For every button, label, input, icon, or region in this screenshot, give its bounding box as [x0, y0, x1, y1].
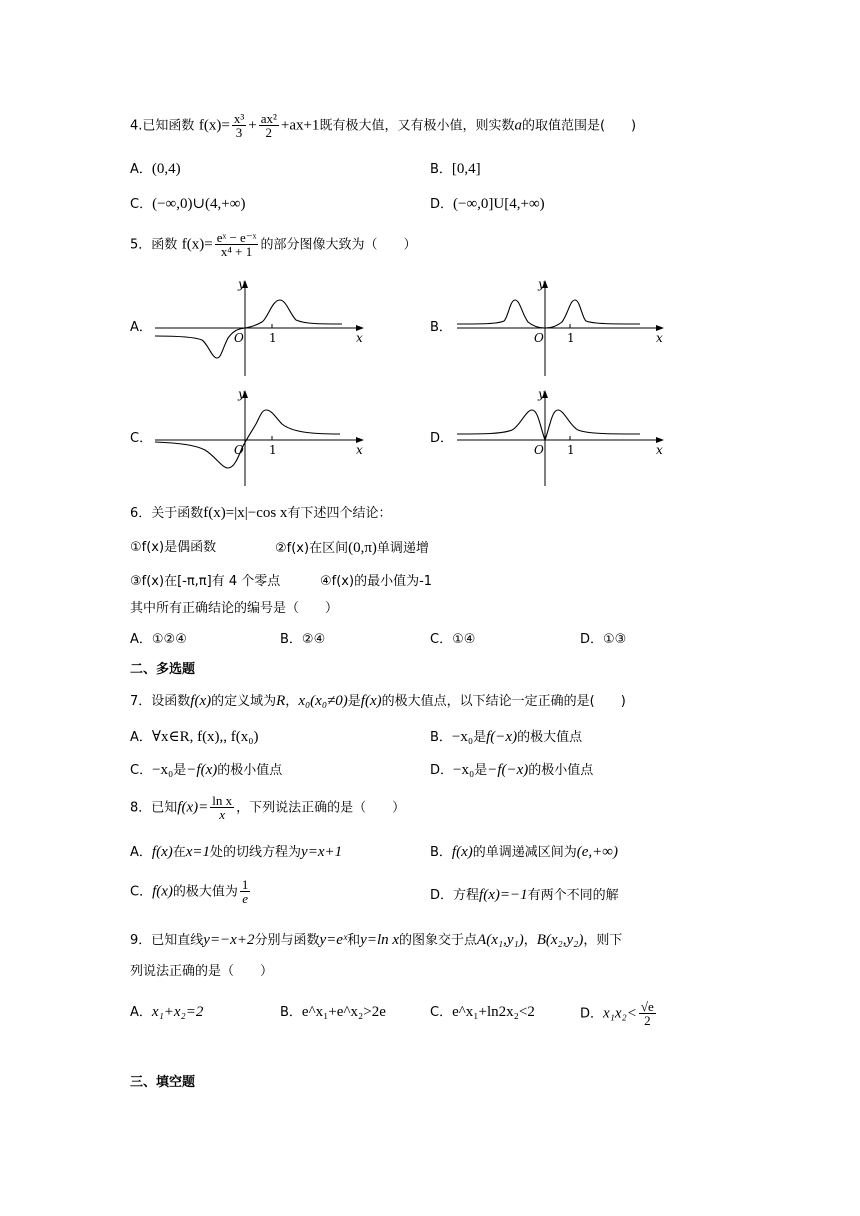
q8-option-c[interactable]: C．f(x)的极大值为 $\frac{1}{e}$: [130, 877, 249, 906]
q5-frac: $\frac{\text{eˣ − e⁻ˣ}}{\text{x⁴ + 1}}$: [216, 230, 257, 259]
q4-frac2: $\frac{\text{ax²}}{2}$: [260, 111, 277, 140]
graph-c-origin-label: O: [234, 443, 244, 457]
graph-d-one-label: 1: [567, 443, 575, 457]
q6-conclusion-1: ①f(x)是偶函数: [130, 540, 217, 555]
q4-option-d[interactable]: D．(−∞,0]U[4,+∞): [430, 196, 545, 212]
q9-option-c[interactable]: C．e^x₁+ln2x₂<2: [430, 1004, 535, 1020]
graph-b-x-label: x: [656, 331, 663, 345]
q4-option-a[interactable]: A．(0,4): [130, 161, 181, 177]
graph-c-x-label: x: [356, 443, 363, 457]
section-heading-multiple-choice: 二、多选题: [130, 662, 196, 677]
q9-stem-cont: 列说法正确的是（ ）: [130, 964, 274, 979]
q8-optc-frac: $\frac{1}{e}$: [241, 877, 249, 906]
q5-graph-a: [150, 278, 370, 378]
q6-stem: 6．关于函数f(x)=|x|−cos x有下述四个结论：: [130, 505, 392, 521]
q5-option-d-label[interactable]: D．: [430, 431, 454, 446]
q8-option-b[interactable]: B．f(x)的单调递减区间为(e,+∞): [430, 844, 618, 860]
graph-b-origin-label: O: [534, 331, 544, 345]
graph-c-one-label: 1: [269, 443, 277, 457]
q4-option-b[interactable]: B．[0,4]: [430, 161, 481, 177]
graph-c-y-label: y: [238, 387, 245, 401]
q7-stem: 7．设函数f(x)的定义域为R，x₀(x₀≠0)是f(x)的极大值点，以下结论一定正确的是( ): [130, 693, 626, 709]
q8-frac: $\frac{\text{ln x}}{x}$: [212, 793, 233, 822]
q5-option-a-label[interactable]: A．: [130, 320, 152, 335]
q6-conclusion-4: ④f(x)的最小值为-1: [320, 574, 433, 589]
q5-graph-b: [452, 278, 672, 378]
q5-graph-c: [150, 388, 370, 488]
q5-option-c-label[interactable]: C．: [130, 431, 153, 446]
q5-option-b-label[interactable]: B．: [430, 320, 452, 335]
q8-option-d[interactable]: D．方程f(x)=−1有两个不同的解: [430, 887, 619, 903]
graph-a-y-label: y: [238, 277, 245, 291]
q7-option-b[interactable]: B．−x₀是f(−x)的极大值点: [430, 729, 583, 745]
q9-option-b[interactable]: B．e^x₁+e^x₂>2e: [280, 1004, 386, 1020]
q6-conclusion-3: ③f(x)在[-π,π]有 4 个零点: [130, 574, 281, 589]
q4-option-c[interactable]: C．(−∞,0)∪(4,+∞): [130, 196, 246, 212]
section-heading-fill-in: 三、填空题: [130, 1075, 196, 1090]
q7-option-d[interactable]: D．−x₀是−f(−x)的极小值点: [430, 762, 594, 778]
graph-d-origin-label: O: [534, 443, 544, 457]
graph-a-one-label: 1: [269, 331, 277, 345]
q6-ask: 其中所有正确结论的编号是（ ）: [130, 601, 339, 616]
q6-option-a[interactable]: A．①②④: [130, 632, 187, 647]
q4-frac1: $\frac{\text{x³}}{3}$: [233, 111, 245, 140]
q6-option-c[interactable]: C．①④: [430, 632, 476, 647]
q7-option-a[interactable]: A．∀x∈R, f(x),, f(x₀): [130, 729, 259, 745]
q6-option-b[interactable]: B．②④: [280, 632, 326, 647]
q8-option-a[interactable]: A．f(x)在x=1处的切线方程为y=x+1: [130, 844, 343, 860]
graph-d-y-label: y: [538, 387, 545, 401]
graph-d-x-label: x: [656, 443, 663, 457]
q8-stem: 8．已知f(x)= $\frac{\text{ln x}}{x}$ ，下列说法正确的是（ ）: [130, 793, 406, 822]
q5-stem: 5．函数 f(x)= $\frac{\text{eˣ − e⁻ˣ}}{\text{x⁴ + 1}}$ 的部分图像大致为（ ）: [130, 230, 417, 259]
graph-b-one-label: 1: [567, 331, 575, 345]
q9-stem: 9．已知直线y=−x+2分别与函数y=eˣ和y=ln x的图象交于点A(x₁,y₁)，B(x₂,y₂)，则下: [130, 932, 623, 948]
q5-graph-d: [452, 388, 672, 488]
q6-option-d[interactable]: D．①③: [580, 632, 627, 647]
q9-option-d[interactable]: D．x₁x₂< $\frac{√e}{2}$: [580, 999, 654, 1028]
graph-a-x-label: x: [356, 331, 363, 345]
q6-conclusion-2: ②f(x)在区间(0,π)单调递增: [275, 540, 429, 556]
q7-option-c[interactable]: C．−x₀是−f(x)的极小值点: [130, 762, 283, 778]
q4-stem: 4.已知函数 f(x)= $\frac{\text{x³}}{3}$ + $\frac{\text{ax²}}{2}$ +ax+1既有极大值，又有极小值，则实数a的取值范围是( ): [130, 111, 637, 140]
graph-b-y-label: y: [538, 277, 545, 291]
q9-optd-frac: $\frac{√e}{2}$: [640, 999, 654, 1028]
graph-a-origin-label: O: [234, 331, 244, 345]
q9-option-a[interactable]: A．x₁+x₂=2: [130, 1004, 204, 1020]
